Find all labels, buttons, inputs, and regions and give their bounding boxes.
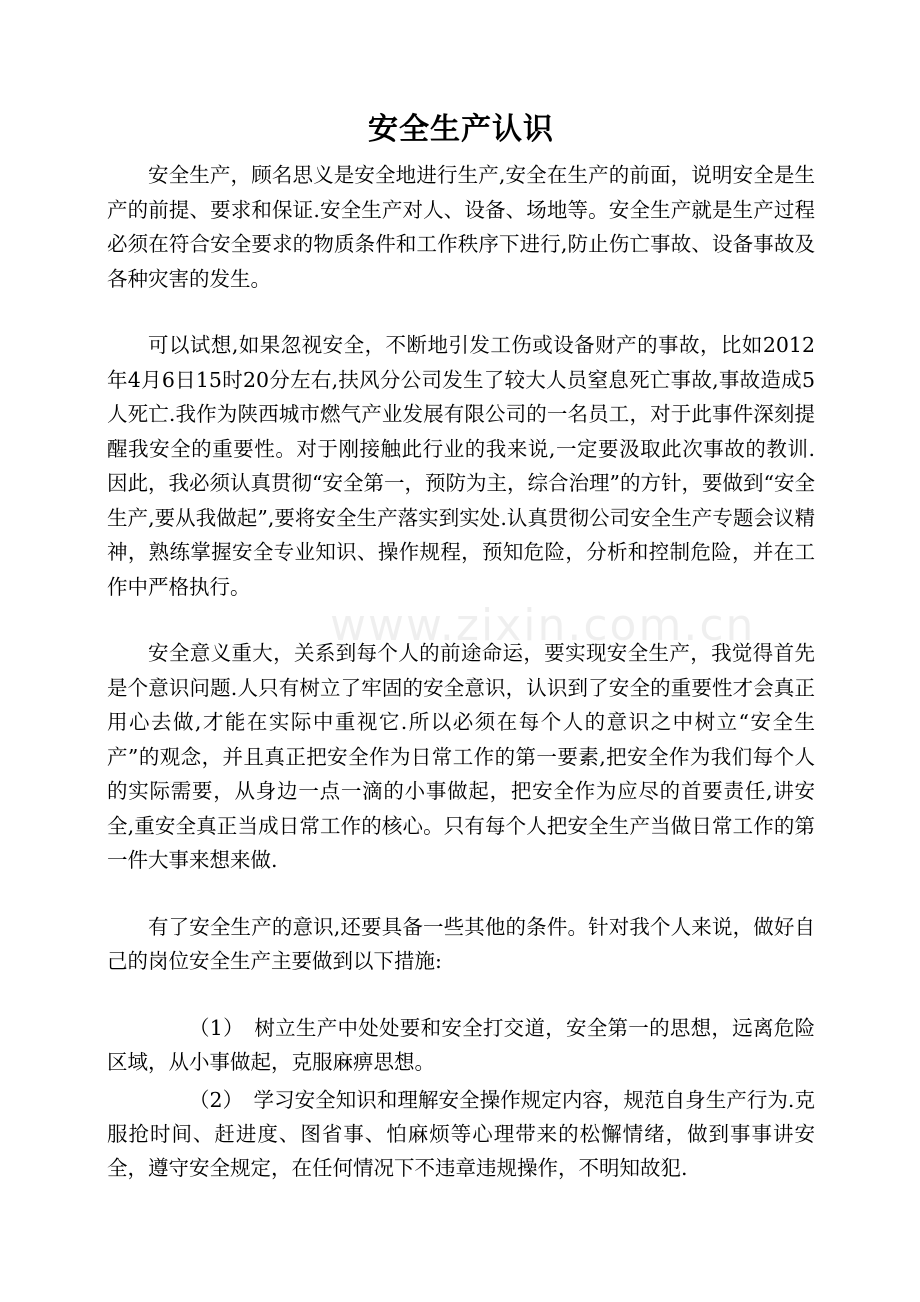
- paragraph-3: 安全意义重大，关系到每个人的前途命运，要实现安全生产，我觉得首先是个意识问题.人只有树立了牢固的安全意识，认识到了安全的重要性才会真正用心去做,才能在实际中重视它.所以必须在每个人的意识之中树立“安全生产”的观念，并且真正把安全作为日常工作的第一要素,把安全作为我们每个人的实际需要，从身边一点一滴的小事做起，把安全作为应尽的首要责任,讲安全,重安全真正当成日常工作的核心。只有每个人把安全生产当做日常工作的第一件大事来想来做.: [107, 641, 815, 872]
- paragraph-1: 安全生产，顾名思义是安全地进行生产,安全在生产的前面，说明安全是生产的前提、要求和保证.安全生产对人、设备、场地等。安全生产就是生产过程必须在符合安全要求的物质条件和工作秩序下进行,防止伤亡事故、设备事故及各种灾害的发生。: [107, 163, 815, 291]
- list-item-1: （1） 树立生产中处处要和安全打交道，安全第一的思想，远离危险区域，从小事做起，克服麻痹思想。: [107, 1015, 815, 1074]
- document-title: 安全生产认识: [368, 112, 554, 147]
- paragraph-spacer: [107, 878, 815, 910]
- paragraph-2: 可以试想,如果忽视安全，不断地引发工伤或设备财产的事故，比如2012年4月6日15时20分左右,扶风分公司发生了较大人员窒息死亡事故,事故造成5人死亡.我作为陕西城市燃气产业发展有限公司的一名员工，对于此事件深刻提醒我安全的重要性。对于刚接触此行业的我来说,一定要汲取此次事故的教训.因此，我必须认真贯彻“安全第一，预防为主，综合治理”的方针，要做到“安全生产,要从我做起”,要将安全生产落实到实处.认真贯彻公司安全生产专题会议精神，熟练掌握安全专业知识、操作规程，预知危险，分析和控制危险，并在工作中严格执行。: [107, 333, 815, 599]
- paragraph-spacer: [107, 296, 815, 328]
- document-page: [107, 108, 815, 1185]
- paragraph-spacer: [107, 604, 815, 636]
- watermark: www.zixin.com.cn: [330, 600, 756, 651]
- paragraph-4: 有了安全生产的意识,还要具备一些其他的条件。针对我个人来说，做好自己的岗位安全生产主要做到以下措施:: [107, 914, 815, 973]
- paragraph-spacer: [107, 979, 815, 1011]
- list-item-2: （2） 学习安全知识和理解安全操作规定内容，规范自身生产行为.克服抢时间、赶进度、图省事、怕麻烦等心理带来的松懈情绪，做到事事讲安全，遵守安全规定，在任何情况下不违章违规操作，不明知故犯.: [107, 1087, 815, 1180]
